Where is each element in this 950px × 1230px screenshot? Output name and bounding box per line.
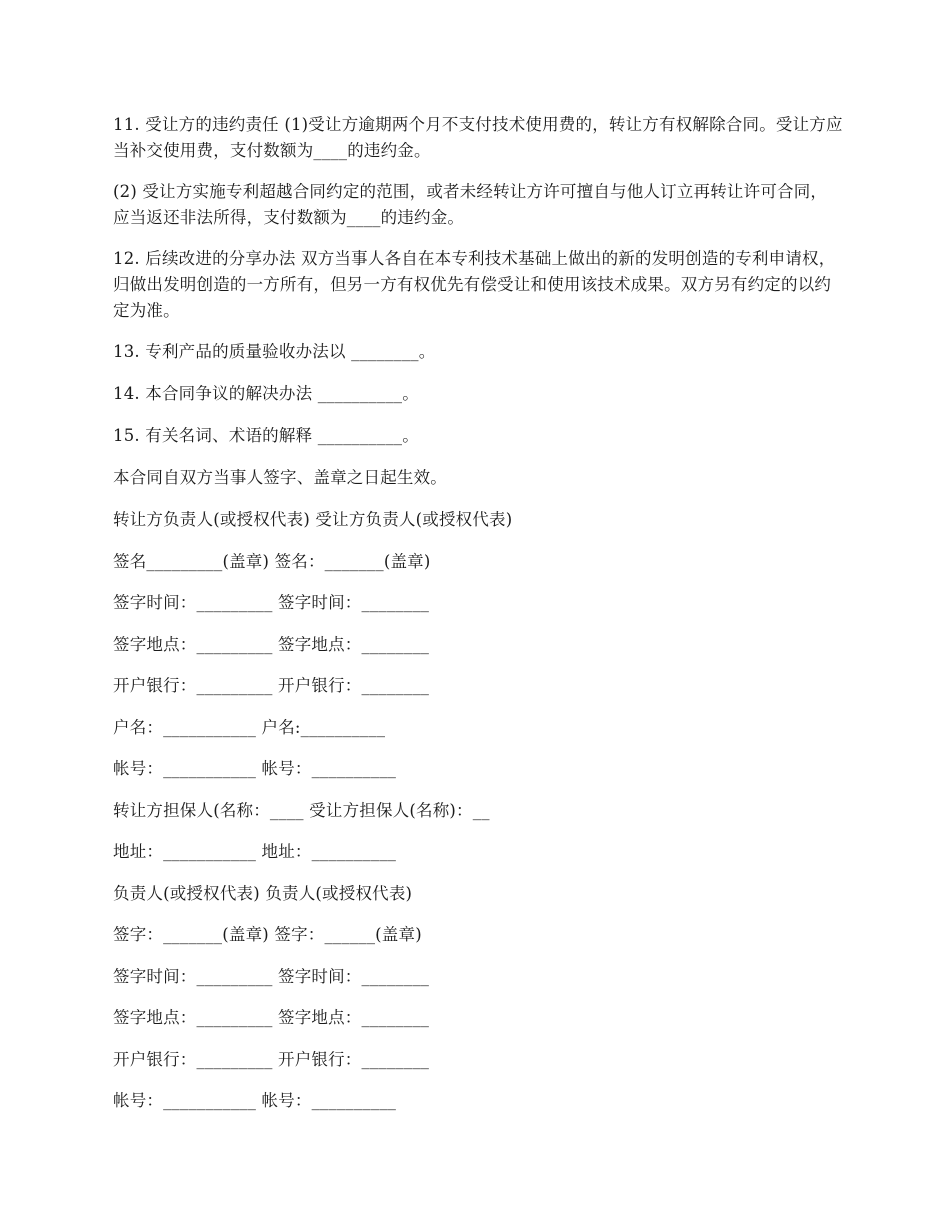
clause-11-breach-liability: 11. 受让方的违约责任 (1)受让方逾期两个月不支付技术使用费的，转让方有权解除合同。受让方应当补交使用费，支付数额为____的违约金。 (113, 115, 843, 160)
signature-line-account-number: 帐号：___________ 帐号：__________ (113, 759, 397, 778)
effective-clause: 本合同自双方当事人签字、盖章之日起生效。 (113, 468, 447, 487)
guarantor-bank: 开户银行：_________ 开户银行：________ (113, 1049, 430, 1069)
guarantor-representative: 负责人(或授权代表) 负责人(或授权代表) (113, 883, 413, 903)
signature-line-time: 签字时间：_________ 签字时间：________ (113, 593, 430, 612)
guarantor-account-number: 帐号：___________ 帐号：__________ (113, 1091, 397, 1110)
clause-14-dispute-resolution: 14. 本合同争议的解决办法 __________。 (113, 384, 419, 403)
guarantor-sign: 签字：_______(盖章) 签字：______(盖章) (113, 925, 422, 944)
guarantor-sign-time: 签字时间：_________ 签字时间：________ (113, 966, 430, 986)
guarantor-header: 转让方担保人(名称：____ 受让方担保人(名称)：__ (113, 800, 490, 820)
signature-line-account-name: 户名：___________ 户名:__________ (113, 717, 386, 737)
document-page (113, 112, 843, 1130)
signature-line-sign: 签名_________(盖章) 签名：_______(盖章) (113, 551, 431, 571)
clause-11-item-2: (2) 受让方实施专利超越合同约定的范围，或者未经转让方许可擅自与他人订立再转让许可合同，应当返还非法所得，支付数额为____的违约金。 (113, 182, 828, 227)
guarantor-sign-place: 签字地点：_________ 签字地点：________ (113, 1008, 430, 1027)
guarantor-address: 地址：___________ 地址：__________ (113, 842, 397, 861)
clause-15-terms-definition: 15. 有关名词、术语的解释 __________。 (113, 426, 419, 445)
clause-13-quality-acceptance: 13. 专利产品的质量验收办法以 ________。 (113, 342, 436, 361)
signature-header-parties: 转让方负责人(或授权代表) 受让方负责人(或授权代表) (113, 510, 513, 529)
clause-12-improvement-sharing: 12. 后续改进的分享办法 双方当事人各自在本专利技术基础上做出的新的发明创造的专利申请权，归做出发明创造的一方所有，但另一方有权优先有偿受让和使用该技术成果。双方另有约定的以约定为准。 (113, 249, 836, 320)
signature-line-bank: 开户银行：_________ 开户银行：________ (113, 676, 430, 695)
signature-line-place: 签字地点：_________ 签字地点：________ (113, 634, 430, 654)
